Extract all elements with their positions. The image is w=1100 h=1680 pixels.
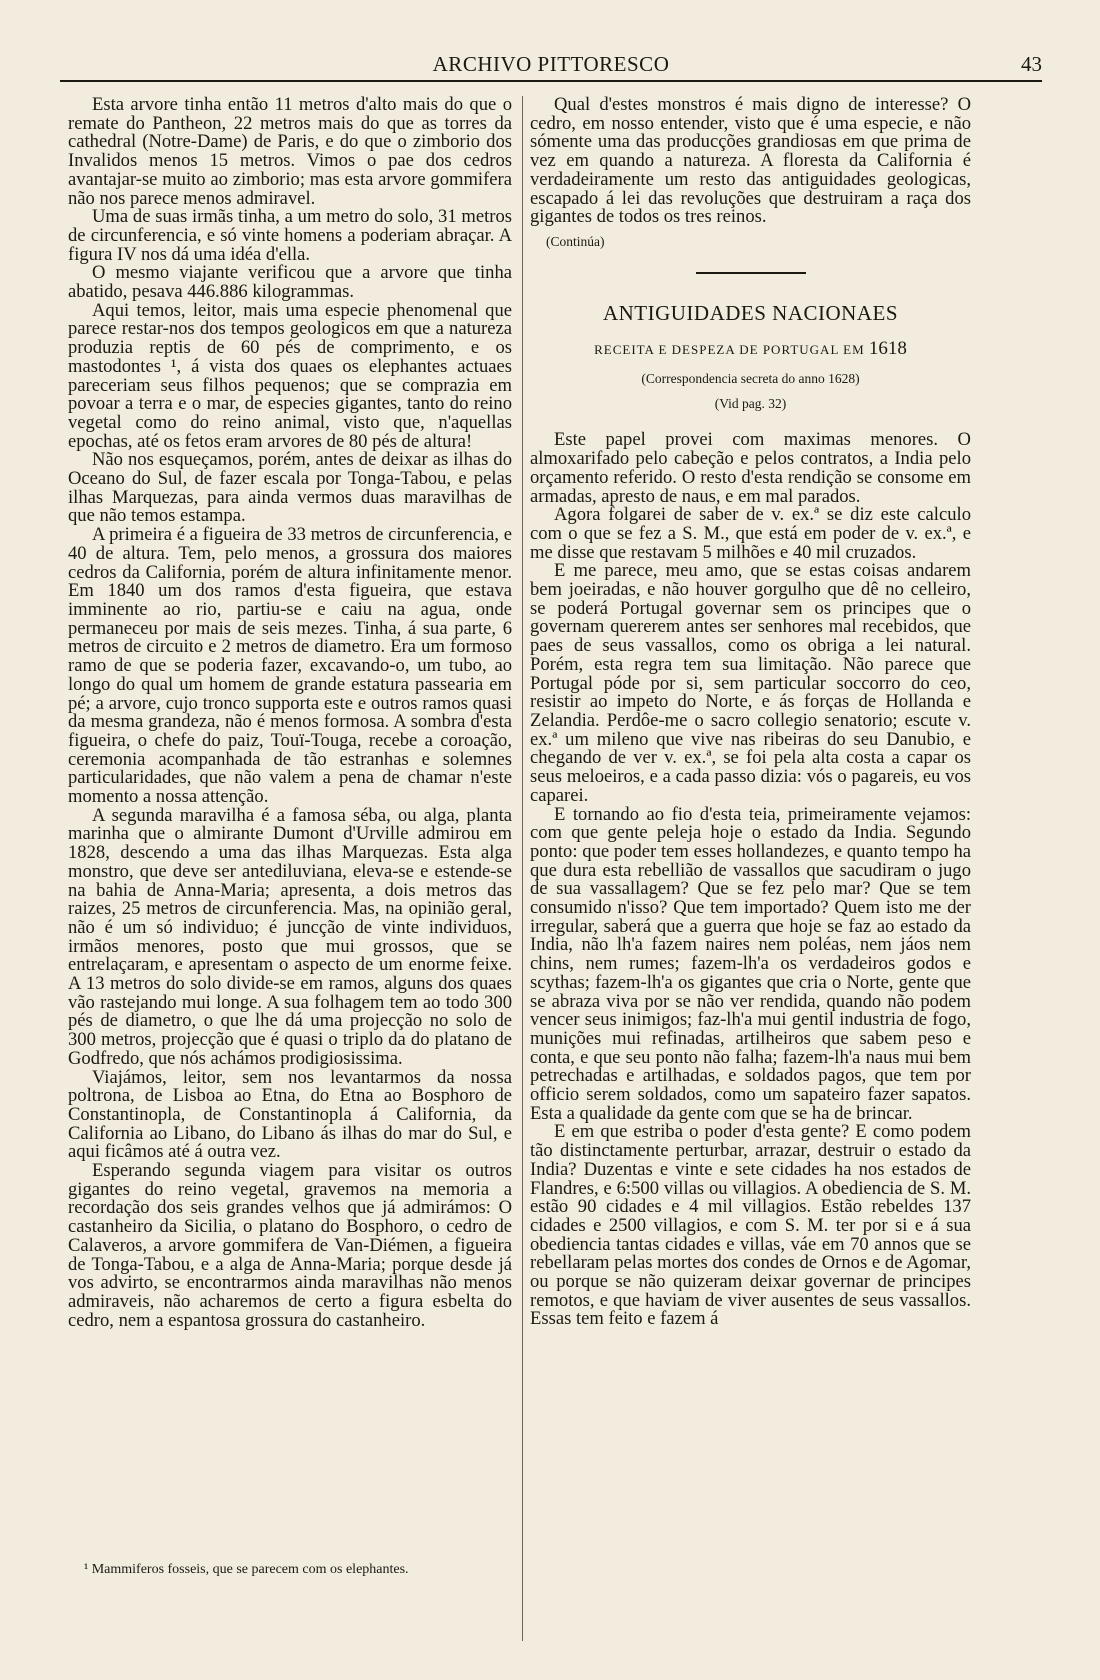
paragraph: Esperando segunda viagem para visitar os outros gigantes do reino vegetal, gravemos na memoria a recordação dos seis grandes velhos que já admirámos: O castanheiro da Sicilia, o platano do Bosphoro, o cedro de Calaveros, a arvore gommifera de Van-Diémen, a figueira de Tonga-Tabou, e a alga de Anna-Maria; porque desde já vos advirto, se encontrarmos ainda maravilhas não menos admiraveis, não acharemos de certo a figura esbelta do cedro, nem a espantosa grossura do castanheiro. <box>68 1160 512 1331</box>
paragraph: E em que estriba o poder d'esta gente? E como podem tão distinctamente perturbar, arrazar, destruir o estado da India? Duzentas e vinte e sete cidades ha nos estados de Flandres, e 6:500 villas ou villagios. A obediencia de S. M. estão 90 cidades e 4 mil villagios. Estão rebeldes 137 cidades e 2500 villagios, e com S. M. ter por si e á sua obediencia tantas cidades e villas, váe em 70 annos que se rebellaram pelas mortes dos condes de Ornos e de Agomar, ou porque se não quizeram deixar governar de principes remotos, e que haviam de viver ausentes de seus vassallos. Essas tem feito e fazem á <box>530 1121 971 1330</box>
section-subtitle <box>530 340 971 360</box>
paragraph: Qual d'estes monstros é mais digno de interesse? O cedro, em nosso entender, visto que é uma especie, e não sómente uma das producções grandiosas em que prima de vez em quando a natureza. A floresta da California é verdadeiramente um resto das antiguidades geologicas, escapado á lei das revoluções que destruiram a raça dos gigantes de todos os tres reinos. <box>530 94 971 228</box>
paragraph: Não nos esqueçamos, porém, antes de deixar as ilhas do Oceano do Sul, de fazer escala por Tonga-Tabou, e pelas ilhas Marquezas, para ainda vermos duas maravilhas de que não temos estampa. <box>68 449 512 527</box>
section-note: (Correspondencia secreta do anno 1628) <box>641 371 860 387</box>
paragraph: Este papel provei com maximas menores. O almoxarifado pelo cabeção e pelos contratos, a India pelo orçamento referido. O resto d'esta rendição se consome em armadas, apresto de naus, e em mal parados. <box>530 429 971 507</box>
page-header <box>60 50 1042 82</box>
section-subtitle-text: RECEITA E DESPEZA DE PORTUGAL EM <box>594 342 865 358</box>
continued-note: (Continúa) <box>546 233 605 249</box>
paragraph: Uma de suas irmãs tinha, a um metro do solo, 31 metros de circunferencia, e só vinte homens a poderiam abraçar. A figura IV nos dá uma idéa d'ella. <box>68 206 512 265</box>
paragraph: Agora folgarei de saber de v. ex.ª se diz este calculo com o que se fez a S. M., que está em poder de v. ex.ª, e me disse que restavam 5 milhões e 40 mil cruzados. <box>530 504 971 563</box>
paragraph: Aqui temos, leitor, mais uma especie phenomenal que parece restar-nos dos tempos geologicos em que a natureza produzia reptis de 60 pés de comprimento, e os mastodontes ¹, á vista dos quaes os elephantes actuaes pareceriam seus filhos pequenos; que se comprazia em povoar a terra e o mar, de especies gigantes, tanto do reino vegetal como do reino animal, visto que, n'aquellas epochas, até os fetos eram arvores de 80 pés de altura! <box>68 299 512 452</box>
paragraph: Esta arvore tinha então 11 metros d'alto mais do que o remate do Pantheon, 22 metros mais do que as torres da cathedral (Notre-Dame) de Paris, e do que o zimborio dos Invalidos menos 15 metros. Vimos o pae dos cedros avantajar-se muito ao zimborio; mas esta arvore gommifera não nos parece menos admiravel. <box>68 94 512 209</box>
paragraph: A primeira é a figueira de 33 metros de circunferencia, e 40 de altura. Tem, pelo menos, a grossura dos maiores cedros da California, porém de altura infinitamente menor. Em 1840 um dos ramos d'esta figueira, que estava imminente ao rio, partiu-se e caiu na agua, onde permaneceu por mais de seis mezes. Tinha, á sua parte, 6 metros de circuito e 2 metros de diametro. Era um formoso ramo de que se poderia fazer, excavando-o, um tubo, ao longo do qual um homem de grande estatura passearia em pé; a arvore, cujo tronco supporta este e outros ramos quasi da mesma grandeza, não é menos formosa. A sombra d'esta figueira, o chefe do paiz, Touï-Touga, recebe a coroação, ceremonia acompanhada de tão estranhas e solemnes particularidades, que não valem a pena de chamar n'este momento a nossa attenção. <box>68 524 512 808</box>
page-number: 43 <box>1021 52 1042 76</box>
publication-title: ARCHIVO PITTORESCO <box>432 52 670 76</box>
right-column <box>530 96 971 1329</box>
footnote: ¹ Mammiferos fosseis, que se parecem com os elephantes. <box>84 1562 409 1577</box>
column-divider <box>522 96 523 1641</box>
paragraph: A segunda maravilha é a famosa séba, ou alga, planta marinha que o almirante Dumont d'Urville admirou em 1828, descendo a uma das ilhas Marquezas. Esta alga monstro, que deve ser antediluviana, eleva-se e estende-se na bahia de Anna-Maria; apresenta, a dois metros das raizes, 25 metros de circunferencia. Mas, na opinião geral, não é um só individuo; é juncção de vinte individuos, irmãos menores, posto que mui grossos, que se entrelaçaram, e apresentam o aspecto de um enorme feixe. A 13 metros do solo divide-se em ramos, alguns dos quaes vão rastejando mui longe. A sua folhagem tem ao todo 300 pés de diametro, o que lhe dá uma projecção no solo de 300 metros, projecção que é quasi o triplo da do platano de Godfredo, que nós achámos prodigiosissima. <box>68 804 512 1069</box>
left-column <box>68 96 512 1330</box>
paragraph: Viajámos, leitor, sem nos levantarmos da nossa poltrona, de Lisboa ao Etna, do Etna ao Bosphoro de Constantinopla, de Constantinopla á California, da California ao Libano, do Libano ás ilhas do mar do Sul, e aqui ficâmos até á outra vez. <box>68 1066 512 1163</box>
section-year: 1618 <box>868 338 907 360</box>
paragraph: E me parece, meu amo, que se estas coisas andarem bem joeiradas, e não houver gorgulho que dê no celleiro, se poderá Portugal governar sem os principes que o governam quererem antes ser senhores mal recebidos, que paes de seus vassallos, como os obriga a lei natural. Porém, esta regra tem sua limitação. Não parece que Portugal póde por si, sem particular soccorro do ceo, resistir ao impeto do Norte, e ás forças de Hollanda e Zelandia. Perdôe-me o sacro collegio senatorio; escute v. ex.ª um mileno que vive nas ribeiras do seu Danubio, e chegando de ver v. ex.ª, se foi pela alta costa a capar os seus meloeiros, e a cada passo dizia: vós o pagareis, eu vos caparei. <box>530 560 971 806</box>
section-reference: (Vid pag. 32) <box>714 395 787 411</box>
paragraph: O mesmo viajante verificou que a arvore que tinha abatido, pesava 446.886 kilogrammas. <box>68 262 512 303</box>
section-rule <box>696 272 806 274</box>
section-title: ANTIGUIDADES NACIONAES <box>602 300 899 325</box>
paragraph: E tornando ao fio d'esta teia, primeiramente vejamos: com que gente peleja hoje o estado da India. Segundo ponto: que poder tem esses hollandezes, e quanto tempo ha que dura esta rebellião de vassallos que sacudiram o jugo de sua vassallagem? Que se fez pelo mar? Que se tem consumido n'isso? Que tem importado? Quem isto me der irregular, saberá que a guerra que hoje se faz ao estado da India, não lh'a fazem naires nem poléas, nem jáos nem chins, nem rumes; fazem-lh'a os verdadeiros godos e scythas; fazem-lh'a os gigantes que cria o Norte, gente que se abraza viva por se não ver rendida, quando não podem vencer seus inimigos; faz-lh'a mui gentil industria de fogo, munições mui refinadas, artilheiros que sabem peso e conta, e que seu ponto não falha; fazem-lh'a naus mui bem petrechadas e artilhadas, e soldados pagos, que tem por officio serem soldados, como um sapateiro fazer sapatos. Esta a qualidade da gente com que se ha de brincar. <box>530 803 971 1124</box>
